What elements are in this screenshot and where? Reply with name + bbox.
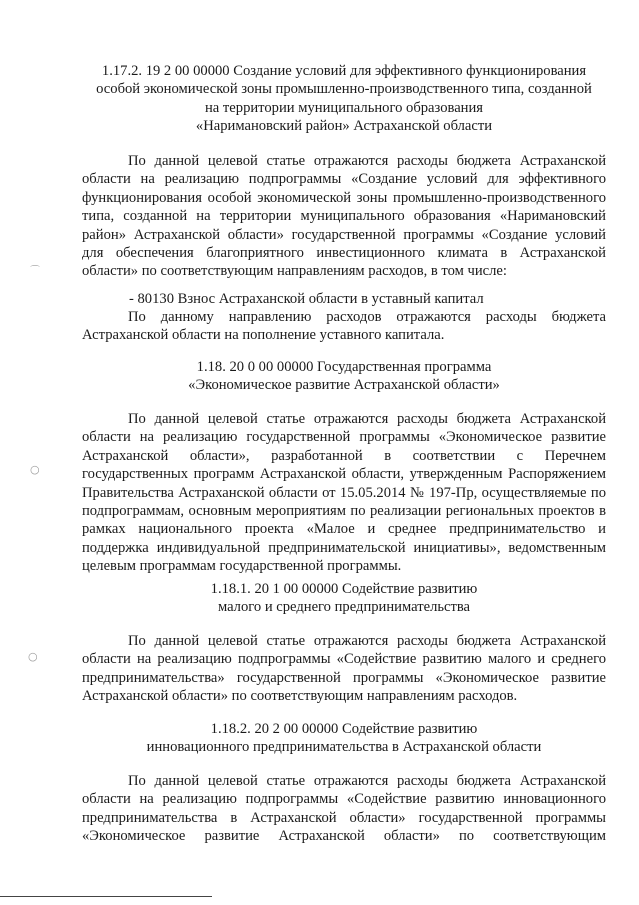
heading-line: на территории муниципального образования: [204, 99, 484, 116]
footnote-rule: [0, 896, 212, 897]
heading-line: 1.18.2. 20 2 00 00000 Содействие развитию: [210, 721, 478, 737]
heading-line: 1.18. 20 0 00 00000 Государственная программа: [196, 359, 492, 375]
scan-speck: ⌒: [30, 266, 40, 277]
heading-line: особой экономической зоны промышленно-производственного типа, созданной: [96, 81, 592, 98]
heading-line: 1.18.1. 20 1 00 00000 Содействие развитию: [210, 581, 478, 597]
paragraph-1-18: По данной целевой статье отражаются расходы бюджета Астраханской области на реализацию государственной программы «Экономическое развитие Астраханской области», разработанной в соответствии с Перечнем государственных программ Астраханской области, утвержденным Распоряжением Правительства Астраханской области от 15.05.2014 № 197-Пр, осуществляемые по подпрограммам, основным мероприятиям по реализации региональных проектов в рамках национального проекта «Малое и среднее предпринимательство и поддержка индивидуальной предпринимательской инициативы», ведомственным целевым программам государственной программы.: [82, 411, 606, 575]
paragraph-1-18-2: По данной целевой статье отражаются расходы бюджета Астраханской области на реализацию подпрограммы «Содействие развитию инновационного предпринимательства в Астраханской области» государственной программы «Экономическое развитие Астраханской области» по соответствующим: [82, 773, 606, 845]
heading-line: малого и среднего предпринимательства: [217, 599, 471, 616]
heading-line: «Наримановский район» Астраханской области: [195, 118, 493, 135]
heading-line: 1.17.2. 19 2 00 00000 Создание условий для эффективного функционирования: [101, 63, 587, 79]
section-heading-1-18: [82, 358, 606, 395]
punch-hole-mark: ○: [30, 463, 40, 476]
heading-line: инновационного предпринимательства в Астраханской области: [146, 739, 542, 756]
paragraph-80130-desc: По данному направлению расходов отражаются расходы бюджета Астраханской области на пополнение уставного капитала.: [82, 309, 606, 344]
paragraph-1-17-2: По данной целевой статье отражаются расходы бюджета Астраханской области на реализацию подпрограммы «Создание условий для эффективного функционирования особой экономической зоны промышленно-производственного типа, созданной на территории муниципального образования «Наримановский район» Астраханской области» государственной программы «Создание условий для обеспечения благоприятного инвестиционного климата в Астраханской области» по соответствующим направлениям расходов, в том числе:: [82, 153, 606, 280]
section-heading-1-17-2: [82, 62, 606, 136]
paragraph-1-18-1: По данной целевой статье отражаются расходы бюджета Астраханской области на реализацию подпрограммы «Содействие развитию малого и среднего предпринимательства» государственной программы «Экономическое развитие Астраханской области» по соответствующим направлениям расходов.: [82, 633, 606, 705]
punch-hole-mark: ○: [28, 650, 38, 663]
section-heading-1-18-1: [82, 580, 606, 617]
list-item-80130: - 80130 Взнос Астраханской области в уставный капитал: [129, 291, 484, 307]
heading-line: «Экономическое развитие Астраханской области»: [188, 377, 500, 394]
section-heading-1-18-2: [82, 720, 606, 757]
